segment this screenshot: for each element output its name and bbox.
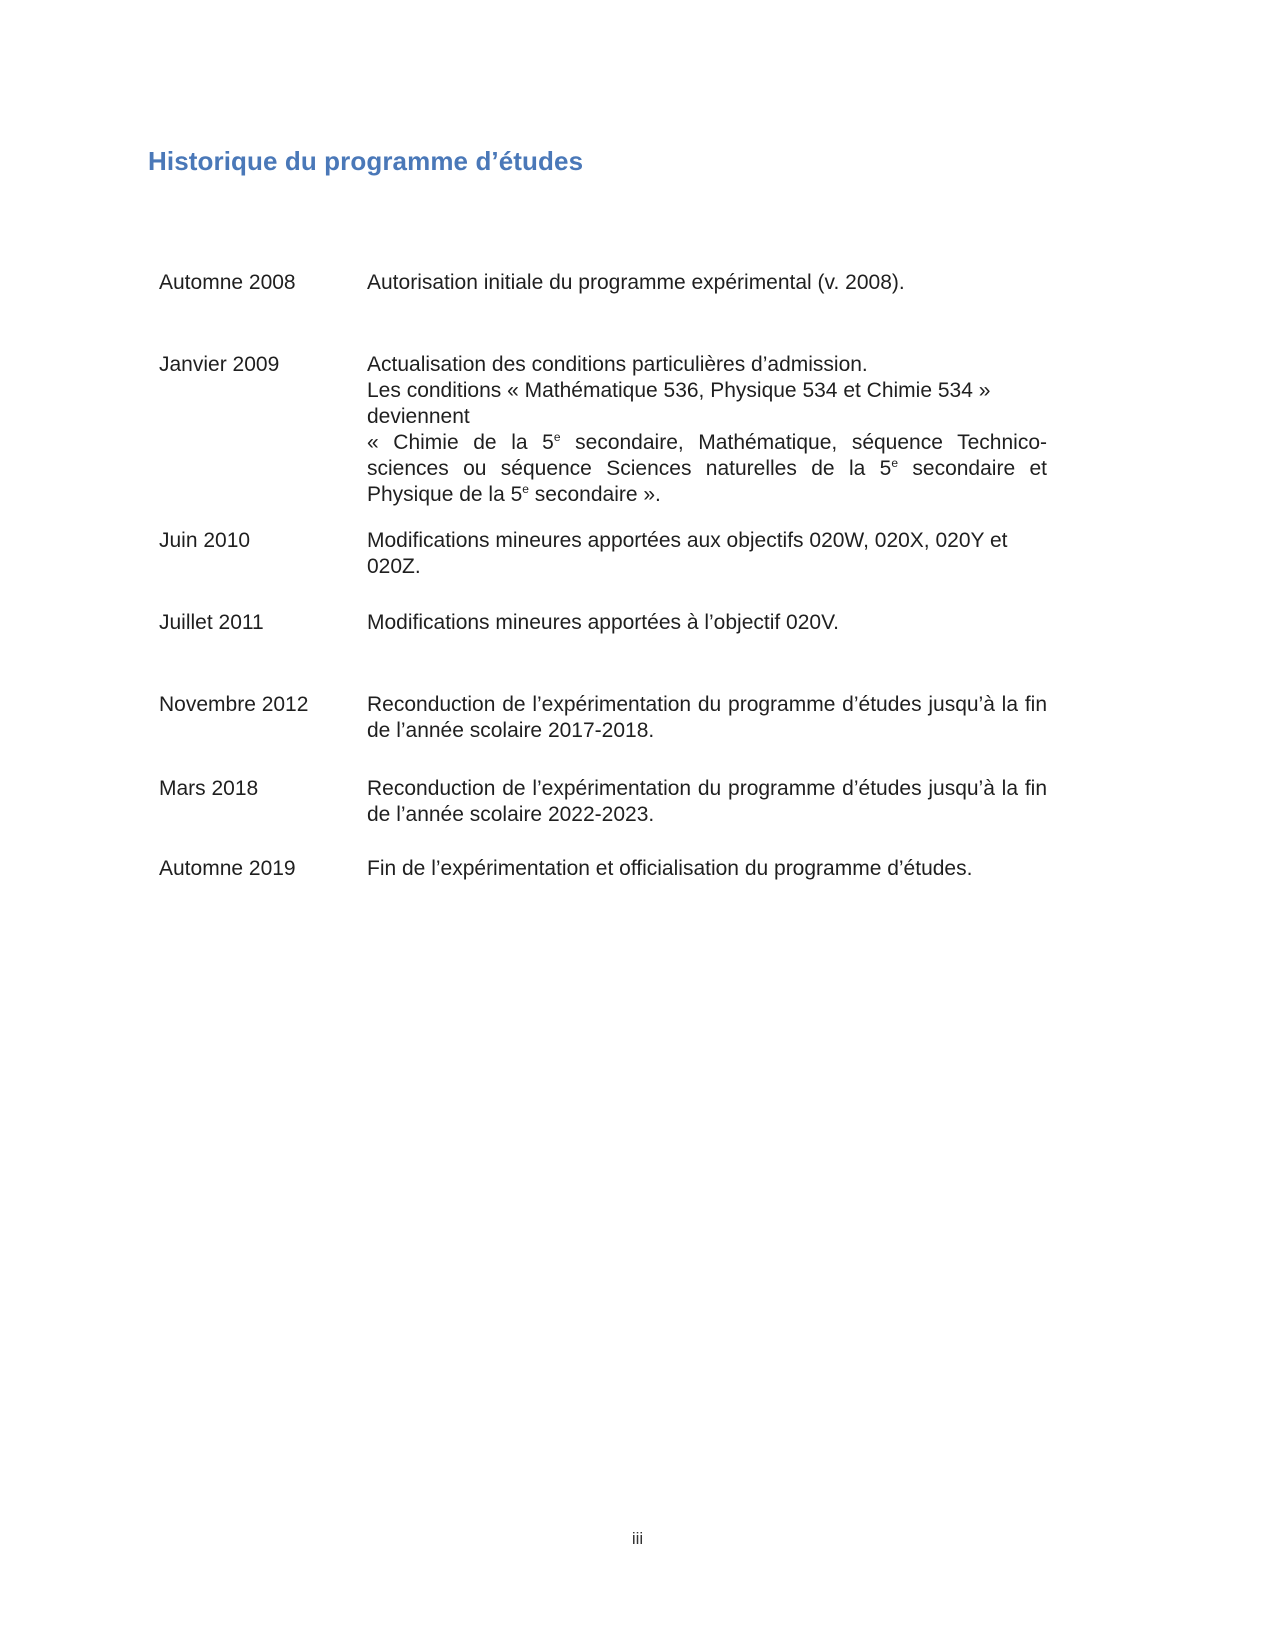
history-entry [159, 856, 1039, 882]
history-entry [159, 270, 1039, 352]
entry-description: Modifications mineures apportées aux objectifs 020W, 020X, 020Y et 020Z. [367, 529, 1008, 578]
entry-date: Automne 2008 [159, 271, 296, 294]
entry-description: Reconduction de l’expérimentation du programme d’études jusqu’à la fin de l’année scolaire 2017-2018. [367, 693, 1047, 742]
entry-description: Modifications mineures apportées à l’objectif 020V. [367, 611, 839, 634]
page-number: iii [631, 1529, 644, 1548]
entry-date: Janvier 2009 [159, 353, 280, 376]
history-entry [159, 692, 1047, 776]
history-list [159, 270, 1048, 882]
entry-line: Les conditions « Mathématique 536, Physique 534 et Chimie 534 » deviennent [367, 379, 991, 428]
entry-date: Automne 2019 [159, 857, 296, 880]
history-entry [159, 352, 1048, 528]
entry-line: Actualisation des conditions particulières d’admission. [367, 353, 868, 376]
entry-description: Autorisation initiale du programme expérimental (v. 2008). [367, 271, 905, 294]
entry-date: Novembre 2012 [159, 693, 309, 716]
entry-date: Mars 2018 [159, 777, 259, 800]
history-entry [159, 528, 1039, 610]
history-entry [159, 776, 1047, 856]
entry-line: « Chimie de la 5e secondaire, Mathématique, séquence Technico-sciences ou séquence Sciences naturelles de la 5e secondaire et Physique de la 5e secondaire ». [367, 430, 1048, 506]
entry-date: Juin 2010 [159, 529, 251, 552]
page-title: Historique du programme d’études [148, 146, 584, 176]
entry-description [367, 352, 1047, 508]
entry-description: Fin de l’expérimentation et officialisation du programme d’études. [367, 857, 973, 880]
history-entry [159, 610, 1039, 692]
entry-date: Juillet 2011 [159, 611, 264, 634]
entry-description: Reconduction de l’expérimentation du programme d’études jusqu’à la fin de l’année scolaire 2022-2023. [367, 777, 1047, 826]
